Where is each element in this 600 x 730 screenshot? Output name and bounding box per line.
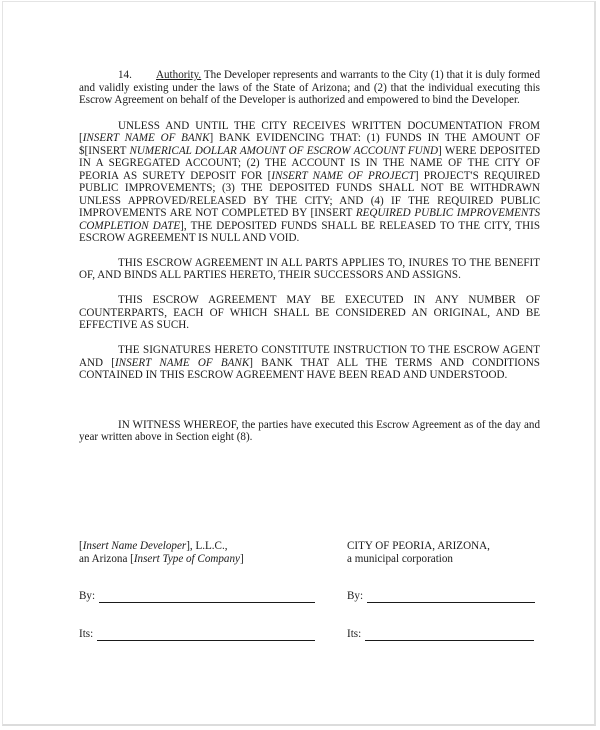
its-label: Its: [79,628,94,640]
text-run: ] BANK THAT ALL THE TERMS AND CONDITIONS CONTAINED IN THIS ESCROW AGREEMENT HAVE BEEN READ AND UNDERSTOOD. [79,356,540,381]
developer-company-type-line [79,553,244,566]
witness-paragraph [79,419,540,444]
developer-signature-block [79,540,244,566]
city-name-line: CITY OF PEORIA, ARIZONA, [347,540,490,552]
signature-line[interactable] [97,630,315,641]
text-run: THIS ESCROW AGREEMENT IN ALL PARTS APPLIES TO, INURES TO THE BENEFIT OF, AND BINDS ALL PARTIES HERETO, THEIR SUCCESSORS AND ASSIGNS. [79,256,540,281]
signature-line[interactable] [99,592,315,603]
signature-line[interactable] [365,630,534,641]
binding-paragraph [79,257,540,282]
text-run: ] PROJECT'S REQUIRED PUBLIC IMPROVEMENTS; (3) THE DEPOSITED FUNDS SHALL NOT BE WITHDRAWN UNLESS APPROVED/RELEASED BY THE CITY; AND (4) IF THE REQUIRED PUBLIC IMPROVEMENTS ARE NOT COMPLETED BY [INSERT [79,169,540,219]
by-label: By: [347,590,364,602]
text-run: ] WERE DEPOSITED IN A SEGREGATED ACCOUNT; (2) THE ACCOUNT IS IN THE NAME OF THE CITY OF PEORIA AS SURETY DEPOSIT FOR [ [79,144,540,182]
text-run: THE SIGNATURES HERETO CONSTITUTE INSTRUCTION TO THE ESCROW AGENT AND [ [79,344,540,369]
text-run: IN WITNESS WHEREOF, the parties have executed this Escrow Agreement as of the day and year written above in Section eight (8). [79,418,540,443]
section-heading: Authority. [156,69,202,81]
developer-its-field[interactable] [79,628,315,641]
city-corporation-line: a municipal corporation [347,553,453,565]
section-14-authority [79,69,540,107]
placeholder-company-type: Insert Type of Company [133,553,240,565]
placeholder-project-name: INSERT NAME OF PROJECT [271,169,415,182]
placeholder-bank-name: INSERT NAME OF BANK [114,356,250,369]
text-run: ] [239,553,244,565]
placeholder-bank-name: INSERT NAME OF BANK [82,132,210,144]
unless-paragraph [79,120,540,245]
section-text: The Developer represents and warrants to the City (1) that it is duly formed and validly existing under the laws of the State of Arizona; and (2) that the individual executing this Escrow Agreement on behalf of the Developer is authorized and empowered to bind the Developer. [79,69,540,106]
its-label: Its: [347,628,362,640]
document-body [79,69,540,456]
text-run: ], THE DEPOSITED FUNDS SHALL BE RELEASED TO THE CITY, THIS ESCROW AGREEMENT IS NULL AND VOID. [79,219,540,244]
text-run: an Arizona [ [79,553,134,565]
placeholder-completion-date: REQUIRED PUBLIC IMPROVEMENTS COMPLETION DATE [79,207,540,232]
city-signature-block [347,540,490,566]
counterparts-paragraph [79,294,540,332]
text-run: THIS ESCROW AGREEMENT MAY BE EXECUTED IN ANY NUMBER OF COUNTERPARTS, EACH OF WHICH SHALL BE CONSIDERED AN ORIGINAL, AND BE EFFECTIVE AS SUCH. [79,294,540,331]
placeholder-dollar-amount: NUMERICAL DOLLAR AMOUNT OF ESCROW ACCOUNT FUND [129,144,439,157]
section-number: 14. [118,69,132,81]
signatures-instruction-paragraph [79,344,540,382]
placeholder-developer-name: Insert Name Developer [82,540,187,552]
signature-line[interactable] [367,592,535,603]
by-label: By: [79,590,96,602]
text-run: UNLESS AND UNTIL THE CITY RECEIVES WRITTEN DOCUMENTATION FROM [ [79,119,540,144]
text-run: ] BANK EVIDENCING THAT: (1) FUNDS IN THE AMOUNT OF $[INSERT [79,132,540,157]
developer-name-line [79,540,244,553]
text-run: ], L.L.C., [186,540,228,552]
text-run: [ [79,540,83,552]
developer-by-field[interactable] [79,590,315,603]
city-by-field[interactable] [347,590,535,603]
city-its-field[interactable] [347,628,534,641]
